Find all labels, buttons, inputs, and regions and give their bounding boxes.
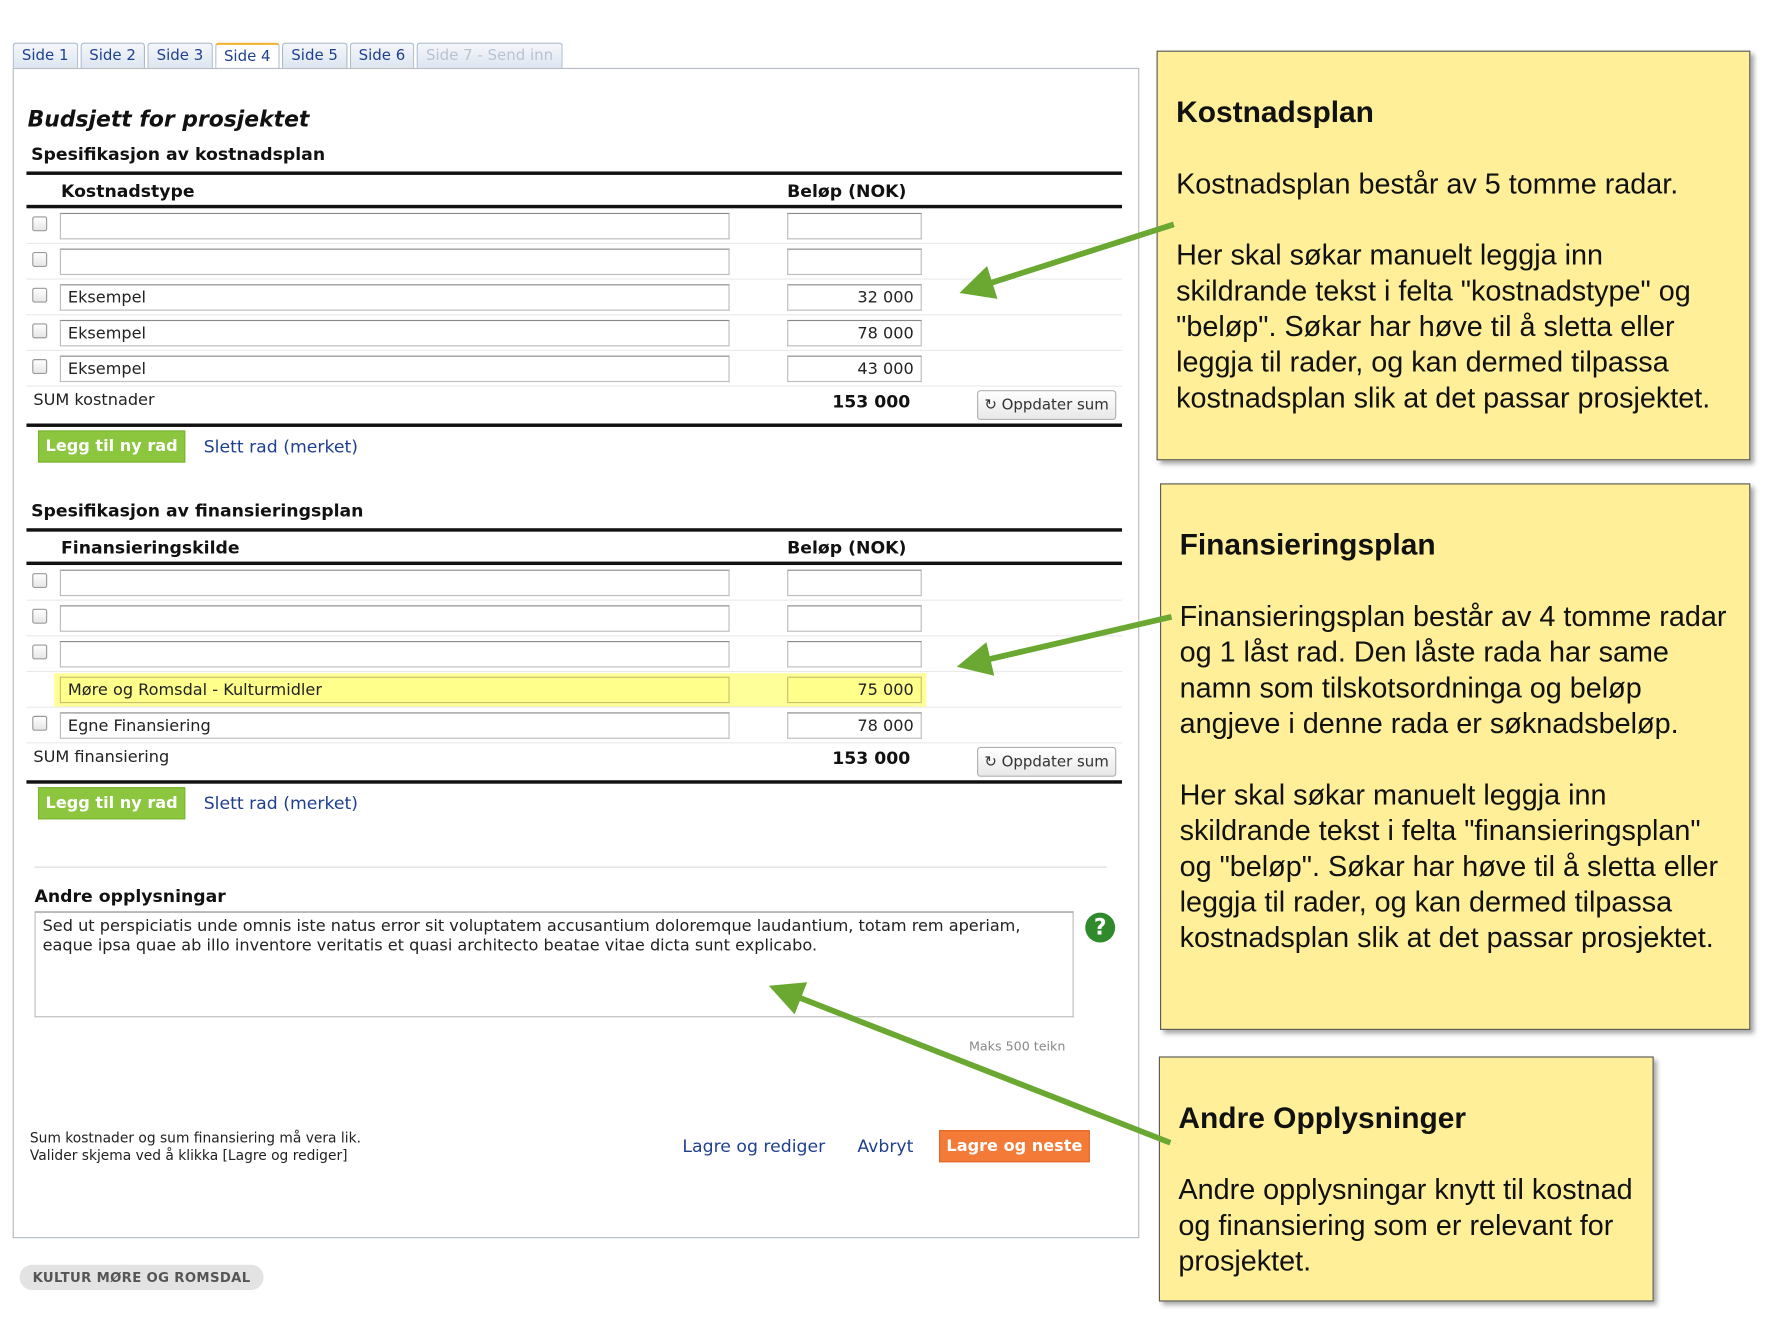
finance-sum-label: SUM finansiering — [33, 748, 170, 767]
finance-row-5-source[interactable]: Egne Finansiering — [60, 712, 730, 738]
page-title: Budsjett for prosjektet — [27, 107, 310, 133]
other-info-label: Andre opplysningar — [34, 886, 226, 907]
cost-sum-label: SUM kostnader — [33, 391, 155, 410]
validation-note-2: Valider skjema ved å klikka [Lagre og rediger] — [29, 1147, 348, 1164]
refresh-icon: ↻ — [984, 753, 997, 771]
note-andre-p1: Andre opplysningar knytt til kostnad og finansiering som er relevant for prosjektet. — [1178, 1173, 1633, 1278]
note-finansieringsplan-p2: Her skal søkar manuelt leggja inn skildrande tekst i felta "finansieringsplan" og "beløp". Søkar har høve til å sletta eller leggja til rader, og kan dermed tilpassa kostnadsplan slik at det passar prosjektet. — [1179, 779, 1719, 955]
cost-row-3-type[interactable]: Eksempel — [60, 284, 730, 310]
arrow-icon — [785, 992, 1171, 1143]
cost-row-4-type[interactable]: Eksempel — [60, 320, 730, 346]
tab-side-3[interactable]: Side 3 — [147, 43, 212, 68]
refresh-icon: ↻ — [984, 396, 997, 414]
finance-row-5-amount[interactable]: 78 000 — [787, 712, 922, 738]
note-kostnadsplan-p2: Her skal søkar manuelt leggja inn skildrande tekst i felta "kostnadstype" og "beløp". Søkar har høve til å sletta eller leggja til rader, og kan dermed tilpassa kostnadsplan slik at det passar prosjektet. — [1176, 239, 1711, 415]
arrow-icon — [976, 224, 1174, 287]
save-edit-link[interactable]: Lagre og rediger — [682, 1135, 826, 1157]
cost-update-sum-label: Oppdater sum — [1001, 396, 1109, 414]
tab-side-5[interactable]: Side 5 — [282, 43, 347, 68]
cost-section-title: Spesifikasjon av kostnadsplan — [31, 143, 326, 165]
finance-col-source: Finansieringskilde — [60, 537, 240, 559]
arrow-icon — [974, 617, 1172, 663]
brand-badge: KULTUR MØRE OG ROMSDAL — [20, 1265, 264, 1290]
cost-col-type: Kostnadstype — [60, 180, 195, 202]
cost-row-5-amount[interactable]: 43 000 — [787, 356, 922, 382]
tab-side-1[interactable]: Side 1 — [13, 43, 78, 68]
help-icon[interactable]: ? — [1085, 913, 1115, 943]
finance-section-title: Spesifikasjon av finansieringsplan — [31, 500, 364, 522]
tab-side-4[interactable]: Side 4 — [215, 43, 280, 71]
finance-row-4-source-locked: Møre og Romsdal - Kulturmidler — [60, 677, 730, 703]
cost-delete-row-link[interactable]: Slett rad (merket) — [203, 436, 358, 457]
finance-delete-row-link[interactable]: Slett rad (merket) — [203, 792, 358, 814]
cost-col-amount: Beløp (NOK) — [787, 180, 907, 202]
cost-row-4-amount[interactable]: 78 000 — [787, 320, 922, 346]
note-andre-title: Andre Opplysninger — [1178, 1100, 1467, 1135]
tab-side-7: Side 7 - Send inn — [417, 43, 563, 68]
finance-add-row-button[interactable]: Legg til ny rad — [38, 787, 185, 819]
note-finansieringsplan-p1: Finansieringsplan består av 4 tomme radar og 1 låst rad. Den låste rada har same namn som tilskotsordninga og beløp angjeve i denne rada er søknadsbeløp. — [1179, 600, 1727, 740]
tab-side-6[interactable]: Side 6 — [349, 43, 414, 68]
finance-row-4-amount-locked: 75 000 — [787, 677, 922, 703]
finance-sum-value: 153 000 — [832, 748, 911, 769]
note-kostnadsplan-title: Kostnadsplan — [1176, 94, 1374, 129]
note-kostnadsplan-p1: Kostnadsplan består av 5 tomme radar. — [1176, 168, 1679, 201]
cost-row-5-type[interactable]: Eksempel — [60, 356, 730, 382]
other-info-textarea[interactable]: Sed ut perspiciatis unde omnis iste natus error sit voluptatem accusantium doloremque laudantium, totam rem aperiam, eaque ipsa quae ab illo inventore veritatis et quasi architecto beatae vitae dicta sunt explicabo. — [35, 911, 1074, 1017]
validation-note-1: Sum kostnader og sum finansiering må vera lik. — [29, 1130, 361, 1147]
cost-sum-value: 153 000 — [832, 391, 911, 412]
finance-update-sum-label: Oppdater sum — [1001, 753, 1109, 771]
save-next-button[interactable]: Lagre og neste — [939, 1130, 1090, 1162]
cost-row-3-amount[interactable]: 32 000 — [787, 284, 922, 310]
cancel-link[interactable]: Avbryt — [857, 1135, 914, 1157]
max-chars-hint: Maks 500 teikn — [968, 1039, 1066, 1055]
tab-side-2[interactable]: Side 2 — [80, 43, 145, 68]
cost-add-row-button[interactable]: Legg til ny rad — [38, 430, 185, 462]
finance-col-amount: Beløp (NOK) — [787, 537, 907, 559]
note-finansieringsplan-title: Finansieringsplan — [1179, 527, 1436, 562]
